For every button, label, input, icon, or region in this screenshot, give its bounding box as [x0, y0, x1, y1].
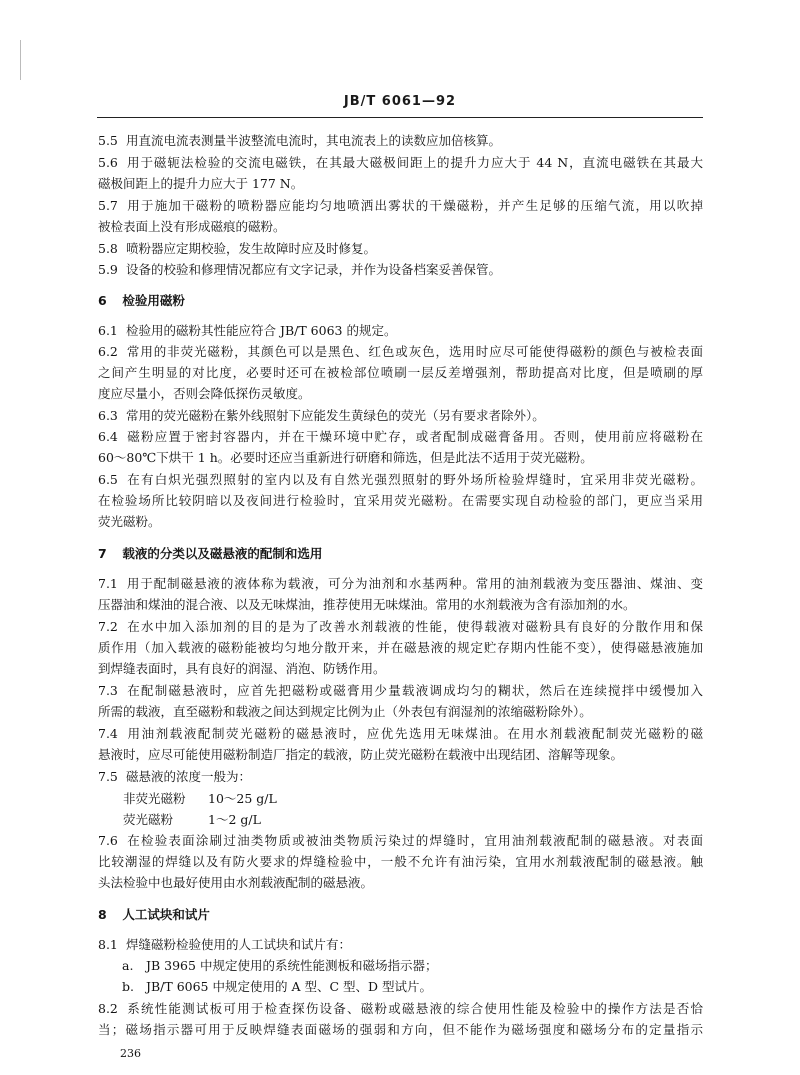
clause-text: 在水中加入添加剂的目的是为了改善水剂载液的性能，使得载液对磁粉具有良好的分散作用和保: [127, 619, 703, 634]
clause-5-8: [98, 240, 703, 257]
clause-text: 常用的荧光磁粉在紫外线照射下应能发生黄绿色的荧光（另有要求者除外）。: [125, 408, 545, 423]
clause-text: 检验用的磁粉其性能应符合 JB/T 6063 的规定。: [125, 323, 397, 338]
clause-6-5-line-3: 荧光磁粉。: [98, 514, 161, 529]
clause-5-5: [98, 132, 703, 149]
clause-7-6-line-2: 比较潮湿的焊缝以及有防火要求的焊缝检验中，一般不允许有油污染，宜用水剂载液配制的磁悬液。触: [98, 854, 703, 869]
clause-7-1-line-1: [98, 575, 703, 592]
clause-text: 用于施加干磁粉的喷粉器应能均匀地喷洒出雾状的干燥磁粉，并产生足够的压缩气流，用以吹掉: [127, 198, 703, 213]
clause-5-6-line-2: 磁极间距上的提升力应大于 177 N。: [98, 176, 304, 191]
section-7-heading: [98, 545, 322, 562]
clause-7-2-line-3: 到焊缝表面时，具有良好的润湿、消泡、防锈作用。: [98, 661, 386, 676]
clause-6-3: [98, 407, 703, 424]
section-8-heading: [98, 906, 210, 923]
clause-number: 7.1: [98, 576, 118, 591]
clause-number: 6.3: [98, 408, 118, 423]
clause-text: 用于磁轭法检验的交流电磁铁，在其最大磁极间距上的提升力应大于 44 N，直流电磁铁在其最大: [126, 155, 703, 170]
list-item-a: [122, 957, 702, 974]
clause-text: 喷粉器应定期校验，发生故障时应及时修复。: [125, 241, 376, 256]
clause-7-1-line-2: 压器油和煤油的混合液、以及无味煤油，推荐使用无味煤油。常用的水剂载液为含有添加剂的水。: [98, 597, 636, 612]
clause-6-2-line-3: 度应尽量小，否则会降低探伤灵敏度。: [98, 386, 311, 401]
clause-7-2-line-1: [98, 618, 703, 635]
clause-number: 6.1: [98, 323, 118, 338]
clause-number: 7.4: [98, 726, 118, 741]
clause-number: 6.4: [98, 429, 118, 444]
concentration-value-nonfluorescent: 10～25 g/L: [208, 791, 277, 806]
clause-number: 8.2: [98, 1001, 118, 1016]
clause-number: 5.5: [98, 133, 118, 148]
clause-6-5-line-1: [98, 471, 703, 488]
clause-6-5-line-2: 在检验场所比较阴暗以及夜间进行检验时，宜采用荧光磁粉。在需要实现自动检验的部门，更应当采用: [98, 493, 703, 508]
clause-text: 磁悬液的浓度一般为：: [125, 769, 251, 784]
section-number: 8: [98, 907, 107, 922]
scan-edge-mark: [20, 40, 21, 80]
clause-6-2-line-1: [98, 343, 703, 360]
clause-7-3-line-2: 所需的载液，直至磁粉和载液之间达到规定比例为止（外表包有润湿剂的浓缩磁粉除外）。: [98, 704, 592, 719]
clause-text: 设备的校验和修理情况都应有文字记录，并作为设备档案妥善保管。: [125, 262, 501, 277]
page-header-standard-code: JB/T 6061—92: [343, 94, 457, 109]
clause-7-3-line-1: [98, 682, 703, 699]
clause-text: 在有白炽光强烈照射的室内以及有自然光强烈照射的野外场所检验焊缝时，宜采用非荧光磁粉。: [127, 472, 703, 487]
clause-number: 6.2: [98, 344, 118, 359]
clause-text: 在配制磁悬液时，应首先把磁粉或磁膏用少量载液调成均匀的糊状，然后在连续搅拌中缓慢加入: [127, 683, 703, 698]
clause-number: 5.7: [98, 198, 118, 213]
clause-text: 焊缝磁粉检验使用的人工试块和试片有：: [125, 937, 351, 952]
clause-7-4-line-1: [98, 725, 703, 742]
clause-5-9: [98, 261, 703, 278]
clause-number: 7.6: [98, 833, 118, 848]
clause-text: 常用的非荧光磁粉，其颜色可以是黑色、红色或灰色，选用时应尽可能使得磁粉的颜色与被检表面: [126, 344, 703, 359]
section-number: 6: [98, 293, 107, 308]
section-title: 检验用磁粉: [122, 293, 185, 308]
clause-text: 系统性能测试板可用于检查探伤设备、磁粉或磁悬液的综合使用性能及检验中的操作方法是否恰: [127, 1001, 703, 1016]
section-title: 人工试块和试片: [122, 907, 210, 922]
clause-text: 磁粉应置于密封容器内，并在干燥环境中贮存，或者配制成磁膏备用。否则，使用前应将磁粉在: [127, 429, 703, 444]
clause-text: 在检验表面涂刷过油类物质或被油类物质污染过的焊缝时，宜用油剂载液配制的磁悬液。对表面: [127, 833, 703, 848]
clause-number: 6.5: [98, 472, 118, 487]
concentration-label-nonfluorescent: 非荧光磁粉: [123, 791, 186, 806]
clause-number: 5.8: [98, 241, 118, 256]
clause-text: 用油剂载液配制荧光磁粉的磁悬液时，应优先选用无味煤油。在用水剂载液配制荧光磁粉的磁: [127, 726, 703, 741]
clause-7-4-line-2: 悬液时，应尽可能使用磁粉制造厂指定的载液，防止荧光磁粉在载液中出现结团、溶解等现象。: [98, 747, 624, 762]
clause-8-2-line-2: 当；磁场指示器可用于反映焊缝表面磁场的强弱和方向，但不能作为磁场强度和磁场分布的定量指示: [98, 1022, 703, 1037]
clause-8-2-line-1: [98, 1000, 703, 1017]
section-title: 载液的分类以及磁悬液的配制和选用: [122, 546, 323, 561]
clause-5-7-line-2: 被检表面上没有形成磁痕的磁粉。: [98, 219, 286, 234]
clause-number: 7.5: [98, 769, 118, 784]
clause-6-4-line-1: [98, 428, 703, 445]
list-text: JB 3965 中规定使用的系统性能测板和磁场指示器；: [145, 958, 438, 973]
clause-number: 7.2: [98, 619, 118, 634]
clause-6-4-line-2: 60～80℃下烘干 1 h。必要时还应当重新进行研磨和筛选，但是此法不适用于荧光磁粉。: [98, 450, 593, 465]
clause-text: 用直流电流表测量半波整流电流时，其电流表上的读数应加倍核算。: [125, 133, 501, 148]
clause-number: 5.9: [98, 262, 118, 277]
list-text: JB/T 6065 中规定使用的 A 型、C 型、D 型试片。: [145, 979, 432, 994]
clause-7-5: [98, 768, 703, 785]
section-number: 7: [98, 546, 107, 561]
clause-8-1: [98, 936, 703, 953]
header-rule: [97, 117, 703, 118]
clause-5-6-line-1: [98, 154, 703, 171]
clause-number: 5.6: [98, 155, 118, 170]
list-marker: b.: [122, 979, 134, 994]
clause-7-6-line-1: [98, 832, 703, 849]
clause-7-6-line-3: 头法检验中也最好使用由水剂载液配制的磁悬液。: [98, 875, 374, 890]
clause-number: 8.1: [98, 937, 118, 952]
list-marker: a.: [122, 958, 134, 973]
page-number: 236: [120, 1047, 141, 1060]
clause-5-7-line-1: [98, 197, 703, 214]
concentration-value-fluorescent: 1～2 g/L: [208, 812, 261, 827]
clause-6-2-line-2: 之间产生明显的对比度，必要时还可在被检部位喷刷一层反差增强剂，帮助提高对比度，但是喷刷的厚: [98, 365, 703, 380]
section-6-heading: [98, 292, 185, 309]
clause-text: 用于配制磁悬液的液体称为载液，可分为油剂和水基两种。常用的油剂载液为变压器油、煤油、变: [126, 576, 703, 591]
clause-6-1: [98, 322, 703, 339]
concentration-label-fluorescent: 荧光磁粉: [123, 812, 174, 827]
list-item-b: [122, 978, 702, 995]
clause-7-2-line-2: 质作用（加入载液的磁粉能被均匀地分散开来，并在磁悬液的规定贮存期内性能不变），使得磁悬液施加: [98, 640, 703, 655]
clause-number: 7.3: [98, 683, 118, 698]
